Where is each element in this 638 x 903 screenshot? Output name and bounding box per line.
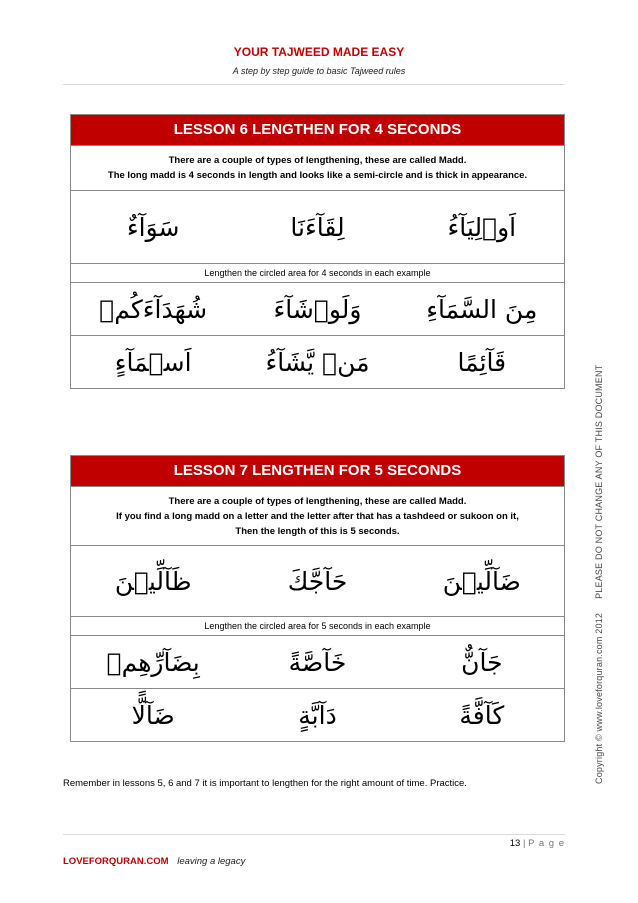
side-copyright-notice [594,365,604,784]
example-word: حَآجَّكَ [287,566,348,596]
page-number-separator: | [522,838,526,849]
example-word: اَوۡلِيَآءُ [447,212,517,242]
document-title: YOUR TAJWEED MADE EASY [233,45,405,59]
footer-tagline: leaving a legacy [177,856,246,867]
lesson-7-practice-row-1 [71,636,564,689]
lesson-7-desc-line2: If you find a long madd on a letter and the letter after that has a tashdeed or sukoon on it, [116,510,519,522]
footer-brand [63,856,245,867]
lesson-7-desc-line1: There are a couple of types of lengthening, these are called Madd. [168,495,467,507]
practice-word: وَلَوۡشَآءَ [273,294,362,324]
no-change-notice: PLEASE DO NOT CHANGE ANY OF THIS DOCUMENT [594,364,604,599]
document-subtitle: A step by step guide to basic Tajweed rules [232,66,406,76]
lesson-7-table [70,455,565,742]
remember-note: Remember in lessons 5, 6 and 7 it is important to lengthen for the right amount of time. Practice. [63,778,467,789]
lesson-6-instruction: Lengthen the circled area for 4 seconds in each example [71,264,564,283]
lesson-6-example-row [71,191,564,264]
practice-word: ضَآلًّا [131,700,175,730]
lesson-7-example-row [71,546,564,617]
page-number-value: 13 [509,838,521,849]
lesson-6-description [71,146,564,191]
lesson-7-heading: LESSON 7 LENGTHEN FOR 5 SECONDS [71,456,564,487]
lesson-6-heading: LESSON 6 LENGTHEN FOR 4 SECONDS [71,115,564,146]
practice-word: دَآبَّةٍ [298,700,337,730]
example-word: ضَآلِّيۡنَ [442,566,521,596]
lesson-7-instruction: Lengthen the circled area for 5 seconds in each example [71,617,564,636]
lesson-7-desc-line3: Then the length of this is 5 seconds. [235,525,400,537]
lesson-7-description [71,487,564,546]
example-word: سَوَآءٌ [126,212,180,242]
example-word: لِقَآءَنَا [290,212,345,242]
practice-word: اَسۡمَآءٍ [114,347,192,377]
lesson-7-practice-row-2 [71,689,564,741]
practice-word: مَنۡ يَّشَآءُ [265,347,370,377]
practice-word: خَآصَّةً [288,647,347,677]
page-word: P a g e [528,838,565,849]
practice-word: شُهَدَآءَكُمۡ [99,294,208,324]
practice-word: جَآنٌّ [461,647,503,677]
example-word: ظَآلِّيۡنَ [114,566,192,596]
footer-site: LOVEFORQURAN.COM [63,856,169,867]
practice-word: قَآئِمًا [457,347,507,377]
lesson-6-practice-row-2 [71,336,564,388]
practice-word: مِنَ السَّمَآءِ [426,294,538,324]
practice-word: بِضَآرِّهِمۡ [106,647,200,677]
lesson-6-desc-line2: The long madd is 4 seconds in length and looks like a semi-circle and is thick in appearance. [107,170,528,181]
page-number [462,838,565,849]
footer-divider [63,834,565,835]
lesson-6-practice-row-1 [71,283,564,336]
copyright-text: Copyright © www.loveforquran.com 2012 [594,612,604,784]
lesson-6-table [70,114,565,389]
header-divider [63,84,565,85]
lesson-6-desc-line1: There are a couple of types of lengthening, these are called Madd. [168,155,467,166]
practice-word: كَآفَّةً [459,700,505,730]
